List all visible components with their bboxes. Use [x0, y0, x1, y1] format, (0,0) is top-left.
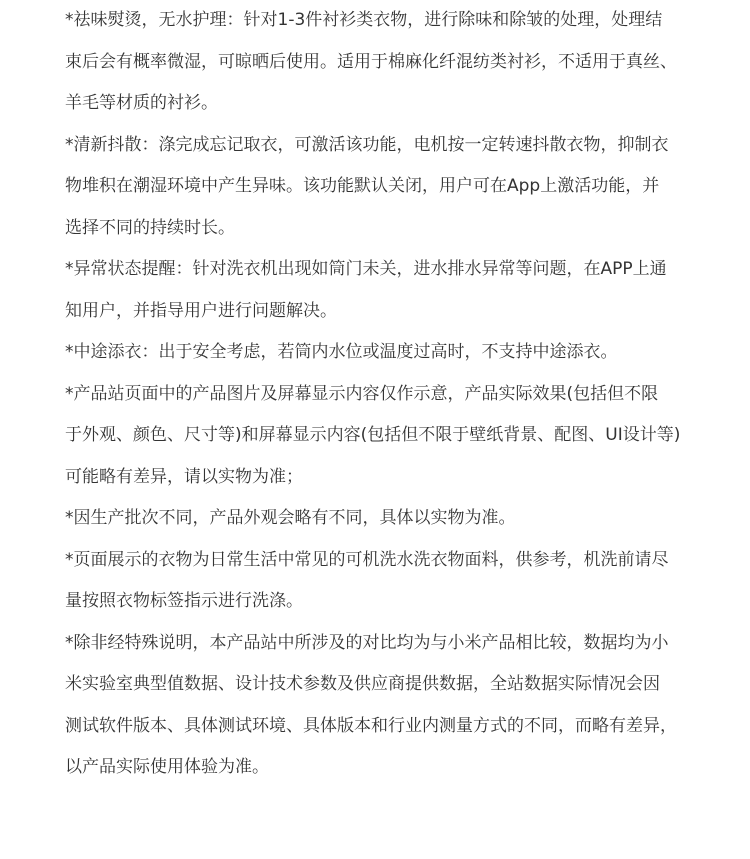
note-add-laundry — [65, 332, 690, 374]
note-line: *页面展示的衣物为日常生活中常见的可机洗水洗衣物面料，供参考，机洗前请尽 — [65, 549, 669, 570]
note-fabric-reference — [65, 540, 690, 623]
note-line: *产品站页面中的产品图片及屏幕显示内容仅作示意，产品实际效果(包括但不限 — [65, 383, 659, 404]
note-line: 可能略有差异，请以实物为准； — [65, 466, 303, 487]
note-line: 于外观、颜色、尺寸等)和屏幕显示内容(包括但不限于壁纸背景、配图、UI设计等) — [65, 425, 681, 445]
note-line: 束后会有概率微湿，可晾晒后使用。适用于棉麻化纤混纺类衬衫，不适用于真丝、 — [65, 51, 677, 72]
note-line: *异常状态提醒：针对洗衣机出现如筒门未关，进水排水异常等问题，在APP上通 — [65, 259, 667, 279]
note-line: 米实验室典型值数据、设计技术参数及供应商提供数据，全站数据实际情况会因 — [65, 674, 660, 694]
note-line: 以产品实际使用体验为准。 — [65, 757, 269, 777]
note-images-illustrative — [65, 374, 690, 499]
note-line: 选择不同的持续时长。 — [65, 217, 235, 238]
note-line: *祛味熨烫，无水护理：针对1-3件衬衫类衣物，进行除味和除皱的处理，处理结 — [65, 10, 663, 30]
note-batch-difference — [65, 498, 690, 540]
note-line: 知用户，并指导用户进行问题解决。 — [65, 300, 337, 321]
note-line: 羊毛等材质的衬衫。 — [65, 93, 218, 113]
note-fresh-tumble — [65, 125, 690, 250]
note-line: *清新抖散：涤完成忘记取衣，可激活该功能，电机按一定转速抖散衣物，抑制衣 — [65, 134, 669, 155]
note-line: *中途添衣：出于安全考虑，若筒内水位或温度过高时，不支持中途添衣。 — [65, 342, 618, 362]
product-disclaimer-notes — [65, 0, 690, 789]
note-line: 测试软件版本、具体测试环境、具体版本和行业内测量方式的不同，而略有差异， — [65, 715, 677, 736]
note-comparison-data — [65, 623, 690, 789]
note-line: *除非经特殊说明，本产品站中所涉及的对比均为与小米产品相比较，数据均为小 — [65, 632, 669, 653]
note-odor-ironing — [65, 0, 690, 125]
note-line: *因生产批次不同，产品外观会略有不同，具体以实物为准。 — [65, 508, 516, 528]
note-line: 量按照衣物标签指示进行洗涤。 — [65, 591, 303, 611]
note-abnormal-alert — [65, 249, 690, 332]
note-line: 物堆积在潮湿环境中产生异味。该功能默认关闭，用户可在App上激活功能，并 — [65, 176, 660, 196]
